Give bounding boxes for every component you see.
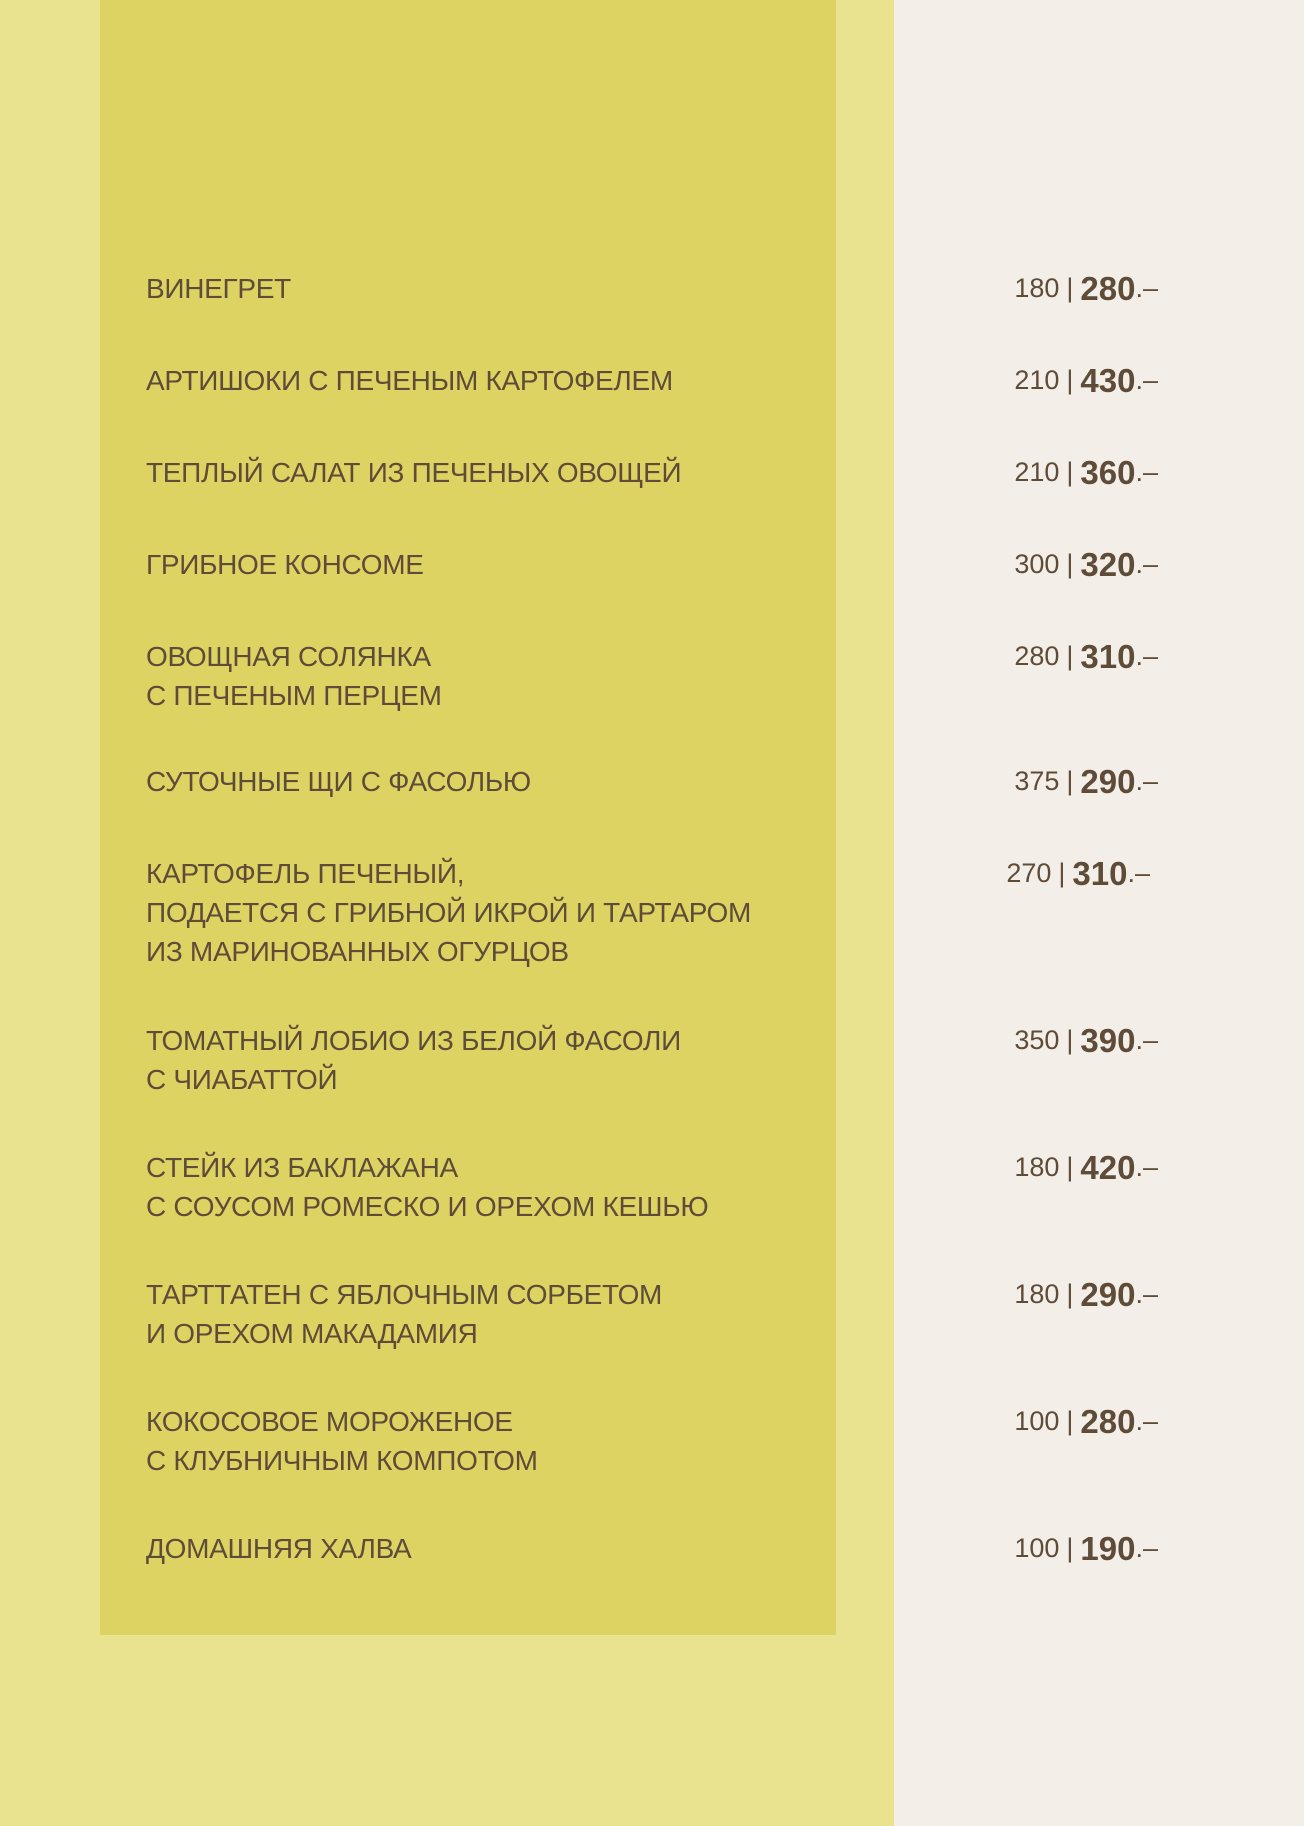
menu-item-name bbox=[146, 269, 826, 308]
menu-item-name-line: С СОУСОМ РОМЕСКО И ОРЕХОМ КЕШЬЮ bbox=[146, 1191, 709, 1222]
menu-panel bbox=[100, 0, 836, 1635]
separator: | bbox=[1066, 766, 1074, 796]
menu-item-name-line: СУТОЧНЫЕ ЩИ С ФАСОЛЬЮ bbox=[146, 766, 531, 797]
menu-item-price bbox=[1006, 854, 1150, 893]
menu-item-price bbox=[1014, 762, 1158, 801]
menu-item-price bbox=[1014, 1402, 1158, 1441]
menu-item-price bbox=[1014, 453, 1158, 492]
weight: 180 bbox=[1014, 1152, 1060, 1182]
menu-item-price bbox=[1014, 1148, 1158, 1187]
weight: 100 bbox=[1014, 1533, 1060, 1563]
price: 360 bbox=[1080, 454, 1136, 491]
menu-item-name bbox=[146, 545, 826, 584]
price-suffix: .– bbox=[1135, 273, 1158, 303]
price: 280 bbox=[1080, 270, 1136, 307]
menu-item-name bbox=[146, 637, 826, 715]
menu-item-name-line: С КЛУБНИЧНЫМ КОМПОТОМ bbox=[146, 1445, 538, 1476]
weight: 180 bbox=[1014, 1279, 1060, 1309]
menu-item-name-line: И ОРЕХОМ МАКАДАМИЯ bbox=[146, 1318, 478, 1349]
price-suffix: .– bbox=[1135, 766, 1158, 796]
price-suffix: .– bbox=[1135, 457, 1158, 487]
separator: | bbox=[1066, 273, 1074, 303]
menu-item-name-line: ВИНЕГРЕТ bbox=[146, 273, 291, 304]
price: 430 bbox=[1080, 362, 1136, 399]
price-suffix: .– bbox=[1135, 1152, 1158, 1182]
menu-item-name bbox=[146, 762, 826, 801]
menu-item-name-line: ОВОЩНАЯ СОЛЯНКА bbox=[146, 641, 431, 672]
price: 320 bbox=[1080, 546, 1136, 583]
menu-item-price bbox=[1014, 545, 1158, 584]
price: 280 bbox=[1080, 1403, 1136, 1440]
weight: 350 bbox=[1014, 1025, 1060, 1055]
menu-item-name bbox=[146, 1275, 826, 1353]
separator: | bbox=[1066, 641, 1074, 671]
menu-item-price bbox=[1014, 637, 1158, 676]
menu-item-name-line: КОКОСОВОЕ МОРОЖЕНОЕ bbox=[146, 1406, 513, 1437]
weight: 300 bbox=[1014, 549, 1060, 579]
price: 310 bbox=[1080, 638, 1136, 675]
menu-item-name-line: ТАРТТАТЕН С ЯБЛОЧНЫМ СОРБЕТОМ bbox=[146, 1279, 663, 1310]
price: 290 bbox=[1080, 763, 1136, 800]
separator: | bbox=[1066, 1279, 1074, 1309]
separator: | bbox=[1066, 457, 1074, 487]
menu-item-name bbox=[146, 1148, 826, 1226]
menu-item-price bbox=[1014, 269, 1158, 308]
separator: | bbox=[1058, 858, 1066, 888]
price: 310 bbox=[1072, 855, 1128, 892]
separator: | bbox=[1066, 549, 1074, 579]
menu-item-name-line: С ЧИАБАТТОЙ bbox=[146, 1064, 338, 1095]
price-suffix: .– bbox=[1135, 1533, 1158, 1563]
menu-item-name bbox=[146, 1402, 826, 1480]
separator: | bbox=[1066, 1406, 1074, 1436]
menu-item-price bbox=[1014, 1529, 1158, 1568]
separator: | bbox=[1066, 1533, 1074, 1563]
weight: 180 bbox=[1014, 273, 1060, 303]
price-suffix: .– bbox=[1135, 1279, 1158, 1309]
price-suffix: .– bbox=[1135, 641, 1158, 671]
price-suffix: .– bbox=[1135, 549, 1158, 579]
price-suffix: .– bbox=[1127, 858, 1150, 888]
weight: 210 bbox=[1014, 365, 1060, 395]
price-suffix: .– bbox=[1135, 1406, 1158, 1436]
separator: | bbox=[1066, 1152, 1074, 1182]
menu-item-price bbox=[1014, 1275, 1158, 1314]
menu-item-name-line: КАРТОФЕЛЬ ПЕЧЕНЫЙ, bbox=[146, 858, 465, 889]
menu-item-price bbox=[1014, 1021, 1158, 1060]
price-suffix: .– bbox=[1135, 1025, 1158, 1055]
menu-item-name-line: С ПЕЧЕНЫМ ПЕРЦЕМ bbox=[146, 680, 442, 711]
price-suffix: .– bbox=[1135, 365, 1158, 395]
menu-item-name-line: ПОДАЕТСЯ С ГРИБНОЙ ИКРОЙ И ТАРТАРОМ bbox=[146, 897, 752, 928]
price: 290 bbox=[1080, 1276, 1136, 1313]
menu-item-name-line: ТОМАТНЫЙ ЛОБИО ИЗ БЕЛОЙ ФАСОЛИ bbox=[146, 1025, 681, 1056]
weight: 210 bbox=[1014, 457, 1060, 487]
price: 190 bbox=[1080, 1530, 1136, 1567]
weight: 100 bbox=[1014, 1406, 1060, 1436]
menu-item-name-line: ИЗ МАРИНОВАННЫХ ОГУРЦОВ bbox=[146, 936, 569, 967]
weight: 280 bbox=[1014, 641, 1060, 671]
price: 390 bbox=[1080, 1022, 1136, 1059]
menu-item-name bbox=[146, 1529, 826, 1568]
menu-item-name-line: ДОМАШНЯЯ ХАЛВА bbox=[146, 1533, 412, 1564]
price: 420 bbox=[1080, 1149, 1136, 1186]
menu-item-name bbox=[146, 453, 826, 492]
menu-item-price bbox=[1014, 361, 1158, 400]
menu-item-name-line: АРТИШОКИ С ПЕЧЕНЫМ КАРТОФЕЛЕМ bbox=[146, 365, 673, 396]
separator: | bbox=[1066, 1025, 1074, 1055]
weight: 270 bbox=[1006, 858, 1052, 888]
menu-item-name bbox=[146, 361, 826, 400]
weight: 375 bbox=[1014, 766, 1060, 796]
menu-item-name-line: СТЕЙК ИЗ БАКЛАЖАНА bbox=[146, 1152, 458, 1183]
menu-item-name bbox=[146, 1021, 826, 1099]
separator: | bbox=[1066, 365, 1074, 395]
menu-item-name-line: ГРИБНОЕ КОНСОМЕ bbox=[146, 549, 424, 580]
menu-item-name bbox=[146, 854, 826, 971]
menu-item-name-line: ТЕПЛЫЙ САЛАТ ИЗ ПЕЧЕНЫХ ОВОЩЕЙ bbox=[146, 457, 682, 488]
